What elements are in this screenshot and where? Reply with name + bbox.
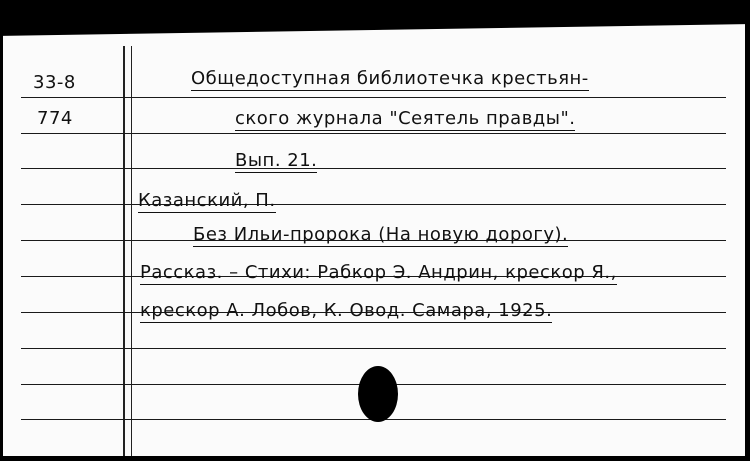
- ruled-line: [21, 133, 726, 134]
- ruled-line: [21, 97, 726, 98]
- contents-line-1: Рассказ. – Стихи: Рабкор Э. Андрин, крескор Я.,: [140, 262, 617, 283]
- series-title-line-1: Общедоступная библиотечка крестьян-: [191, 68, 589, 89]
- author-heading: Казанский, П.: [138, 190, 276, 211]
- call-number-line-1: 33-8: [33, 72, 76, 93]
- ruled-line: [21, 348, 726, 349]
- catalog-card: [3, 18, 745, 456]
- work-title: Без Ильи-пророка (На новую дорогу).: [193, 224, 569, 245]
- series-title-line-2: ского журнала "Сеятель правды".: [235, 108, 576, 129]
- contents-line-2: крескор А. Лобов, К. Овод. Самара, 1925.: [140, 300, 553, 321]
- call-number-line-2: 774: [37, 108, 73, 129]
- card-punch-hole: [358, 366, 398, 422]
- ruled-line: [21, 204, 726, 205]
- series-issue: Вып. 21.: [235, 150, 318, 171]
- column-divider-left: [123, 46, 125, 456]
- column-divider-right: [131, 46, 132, 456]
- ruled-line: [21, 168, 726, 169]
